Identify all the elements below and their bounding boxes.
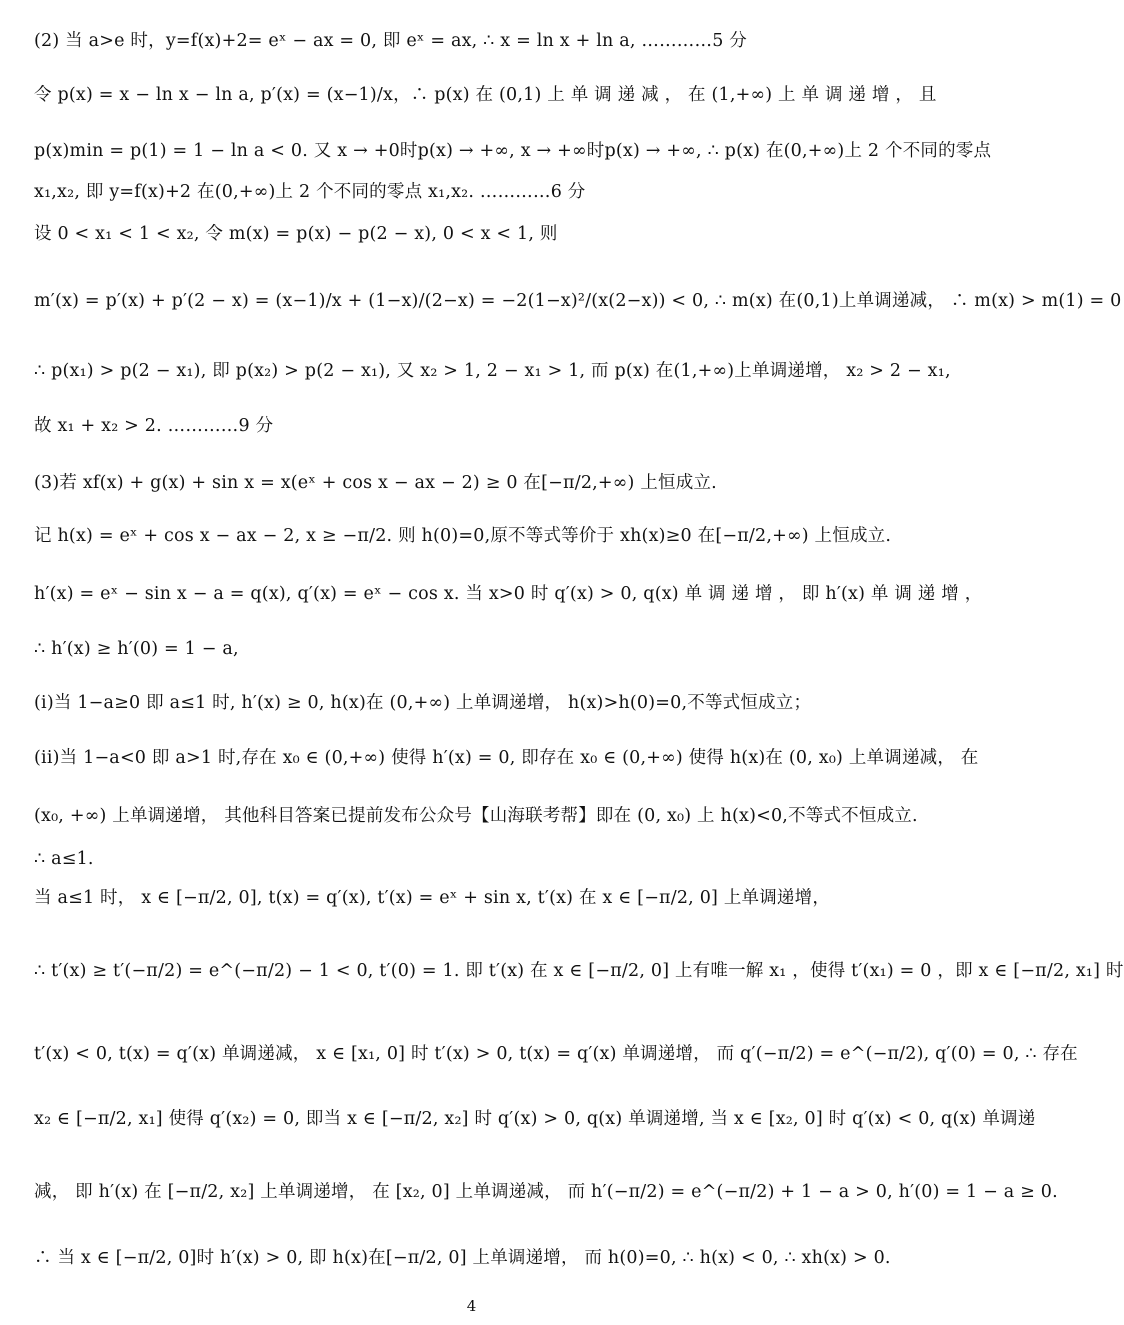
text-line: (3)若 xf(x) + g(x) + sin x = x(eˣ + cos x − ax − 2) ≥ 0 在[−π/2,+∞) 上恒成立. bbox=[34, 473, 717, 493]
text-line: (ii)当 1−a<0 即 a>1 时,存在 x₀ ∈ (0,+∞) 使得 h′(x) = 0, 即存在 x₀ ∈ (0,+∞) 使得 h(x)在 (0, x₀) 上单调递减， 在 bbox=[34, 748, 979, 768]
text-line: ∴ 当 x ∈ [−π/2, 0]时 h′(x) > 0, 即 h(x)在[−π/2, 0] 上单调递增， 而 h(0)=0, ∴ h(x) < 0, ∴ xh(x) > 0. bbox=[34, 1248, 891, 1268]
text-line: 当 a≤1 时， x ∈ [−π/2, 0], t(x) = q′(x), t′(x) = eˣ + sin x, t′(x) 在 x ∈ [−π/2, 0] 上单调递增， bbox=[34, 888, 831, 908]
text-line: ∴ p(x₁) > p(2 − x₁), 即 p(x₂) > p(2 − x₁), 又 x₂ > 1, 2 − x₁ > 1, 而 p(x) 在(1,+∞)上单调递增， x₂ > 2 − x₁, bbox=[34, 361, 951, 381]
text-line: 令 p(x) = x − ln x − ln a, p′(x) = (x−1)/x，∴ p(x) 在 (0,1) 上 单 调 递 减 ， 在 (1,+∞) 上 单 调 递 增 ， 且 bbox=[34, 85, 937, 105]
text-line: 记 h(x) = eˣ + cos x − ax − 2, x ≥ −π/2. 则 h(0)=0,原不等式等价于 xh(x)≥0 在[−π/2,+∞) 上恒成立. bbox=[34, 526, 892, 546]
text-line: t′(x) < 0, t(x) = q′(x) 单调递减， x ∈ [x₁, 0] 时 t′(x) > 0, t(x) = q′(x) 单调递增， 而 q′(−π/2) = e^(−π/2), q′(0) = 0, ∴ 存在 bbox=[34, 1044, 1078, 1064]
text-line: h′(x) = eˣ − sin x − a = q(x), q′(x) = eˣ − cos x. 当 x>0 时 q′(x) > 0, q(x) 单 调 递 增 ， 即 h′(x) 单 调 递 增 ， bbox=[34, 584, 983, 604]
text-line: ∴ h′(x) ≥ h′(0) = 1 − a, bbox=[34, 639, 239, 659]
text-line: (i)当 1−a≥0 即 a≤1 时, h′(x) ≥ 0, h(x)在 (0,+∞) 上单调递增， h(x)>h(0)=0,不等式恒成立； bbox=[34, 693, 812, 713]
text-line: p(x)min = p(1) = 1 − ln a < 0. 又 x → +0时p(x) → +∞, x → +∞时p(x) → +∞, ∴ p(x) 在(0,+∞)上 2 个不同的零点 bbox=[34, 141, 992, 161]
page-number: 4 bbox=[466, 1297, 477, 1315]
text-line: 设 0 < x₁ < 1 < x₂, 令 m(x) = p(x) − p(2 − x), 0 < x < 1, 则 bbox=[34, 224, 558, 244]
text-line: ∴ t′(x) ≥ t′(−π/2) = e^(−π/2) − 1 < 0, t′(0) = 1. 即 t′(x) 在 x ∈ [−π/2, 0] 上有唯一解 x₁ ，使得 t′(x₁) = 0 ，即 x ∈ [−π/2, x₁] 时 bbox=[34, 961, 1124, 981]
text-line: 减， 即 h′(x) 在 [−π/2, x₂] 上单调递增， 在 [x₂, 0] 上单调递减， 而 h′(−π/2) = e^(−π/2) + 1 − a > 0, h′(0) = 1 − a ≥ 0. bbox=[34, 1182, 1058, 1202]
text-line: m′(x) = p′(x) + p′(2 − x) = (x−1)/x + (1−x)/(2−x) = −2(1−x)²/(x(2−x)) < 0, ∴ m(x) 在(0,1)上单调递减， ∴ m(x) > m(1) = 0 bbox=[34, 291, 1122, 311]
text-line: (2) 当 a>e 时，y=f(x)+2= eˣ − ax = 0, 即 eˣ = ax, ∴ x = ln x + ln a, …………5 分 bbox=[34, 31, 747, 51]
text-line: 故 x₁ + x₂ > 2. …………9 分 bbox=[34, 416, 274, 436]
text-line: ∴ a≤1. bbox=[34, 849, 94, 869]
text-line: (x₀, +∞) 上单调递增， 其他科目答案已提前发布公众号【山海联考帮】即在 (0, x₀) 上 h(x)<0,不等式不恒成立. bbox=[34, 806, 918, 826]
text-line: x₁,x₂, 即 y=f(x)+2 在(0,+∞)上 2 个不同的零点 x₁,x₂. …………6 分 bbox=[34, 182, 586, 202]
text-line: x₂ ∈ [−π/2, x₁] 使得 q′(x₂) = 0, 即当 x ∈ [−π/2, x₂] 时 q′(x) > 0, q(x) 单调递增, 当 x ∈ [x₂, 0] 时 q′(x) < 0, q(x) 单调递 bbox=[34, 1109, 1036, 1129]
